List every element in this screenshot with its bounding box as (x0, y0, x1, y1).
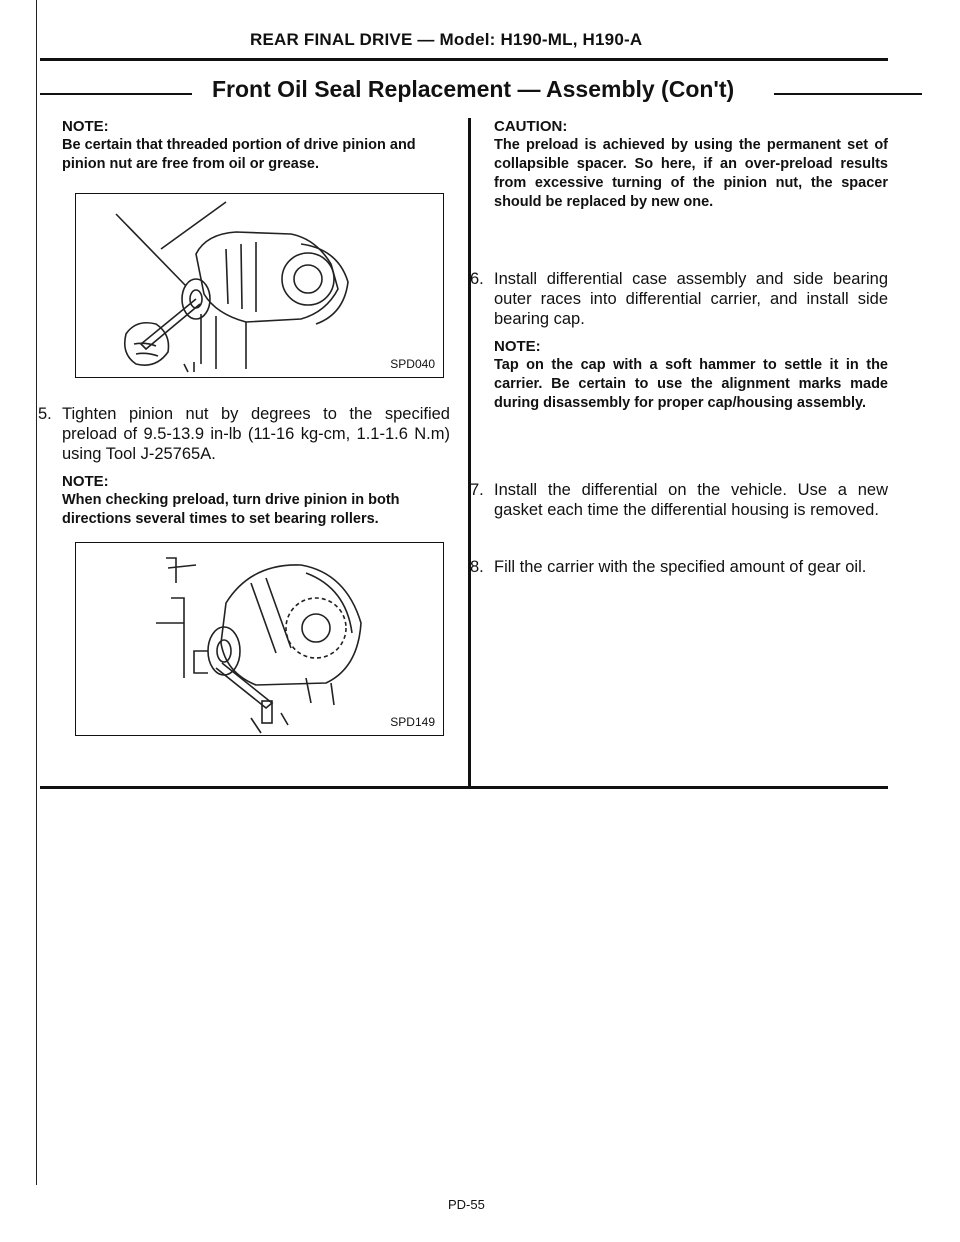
note-text: When checking preload, turn drive pinion in both directions several times to set bearing rollers. (62, 492, 400, 527)
bottom-rule (40, 786, 888, 789)
step-text: Tighten pinion nut by degrees to the specified preload of 9.5-13.9 in-lb (11-16 kg-cm, 1.1-1.6 N.m) using Tool J-25765A. (62, 405, 450, 463)
right-column (494, 117, 888, 212)
step-text: Install the differential on the vehicle. Use a new gasket each time the differential housing is removed. (494, 481, 888, 519)
section-title-bar (40, 76, 888, 110)
margin-rule (36, 0, 37, 1185)
title-line-right (774, 93, 922, 95)
pinion-nut-wrench-illustration (76, 194, 443, 377)
note-text: Tap on the cap with a soft hammer to settle it in the carrier. Be certain to use the alignment marks made during disassembly for proper cap/housing assembly. (494, 357, 888, 411)
figure-code: SPD040 (390, 357, 435, 371)
page-header: REAR FINAL DRIVE — Model: H190-ML, H190-A (250, 30, 643, 49)
note-label: NOTE: (62, 118, 109, 135)
step-number: 6. (470, 270, 484, 288)
note-label: NOTE: (62, 473, 109, 490)
step-text: Install differential case assembly and side bearing outer races into differential carrier, and install side bearing cap. (494, 270, 888, 328)
step-5 (38, 404, 450, 464)
note-label: NOTE: (494, 338, 541, 355)
figure-code: SPD149 (390, 715, 435, 729)
step-number: 5. (38, 405, 52, 423)
step-6-block (470, 269, 888, 413)
caution-label: CAUTION: (494, 118, 568, 135)
preload-check-illustration (76, 543, 443, 735)
figure-preload-check (75, 542, 444, 736)
step-number: 7. (470, 481, 484, 499)
step-text: Fill the carrier with the specified amount of gear oil. (494, 558, 867, 576)
step-8-block (470, 557, 888, 577)
section-title: Front Oil Seal Replacement — Assembly (Con't) (212, 76, 735, 102)
title-line-left (40, 93, 192, 95)
figure-pinion-nut-wrench (75, 193, 444, 378)
step-7 (470, 480, 888, 520)
note-text: Be certain that threaded portion of drive pinion and pinion nut are free from oil or grease. (62, 137, 416, 172)
header-rule (40, 58, 888, 61)
left-column (62, 117, 450, 174)
column-divider (468, 118, 471, 788)
step-5-block (38, 404, 450, 529)
step-8 (470, 557, 888, 577)
step-6 (470, 269, 888, 329)
page-number: PD-55 (448, 1197, 485, 1212)
caution-text: The preload is achieved by using the permanent set of collapsible spacer. So here, if an over-preload results from excessive turning of the pinion nut, the spacer should be replaced by new one. (494, 137, 888, 210)
step-7-block (470, 480, 888, 520)
step-number: 8. (470, 558, 484, 576)
